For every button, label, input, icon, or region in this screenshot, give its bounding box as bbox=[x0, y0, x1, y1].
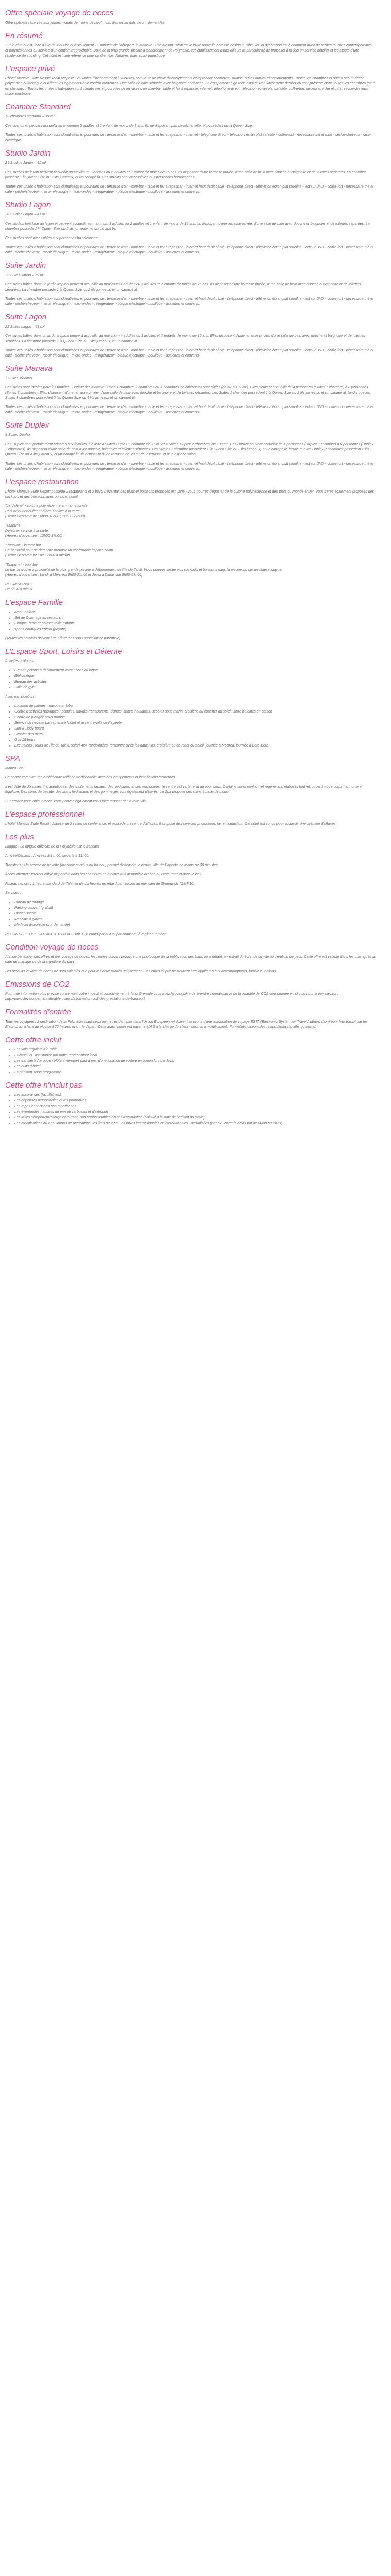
paragraph: ROOM SERVICE De 6h00 à minuit bbox=[5, 583, 34, 591]
paragraph: Toutes ces unités d'habitation sont climatisées et pourvues de : terrasse d'air - mini-bar - table et fer à repasser - internet haut débit câblé - téléphone direct - télévision écran plat satellite - lecteur DVD - coffre-fort - nécessaire thé et café - sèche-cheveux - rasoir électrique - micro-ondes - réfrigérateur - plaque électrique - bouilloire - assiettes et couverts. bbox=[5, 297, 374, 306]
section-heading: Suite Duplex bbox=[5, 421, 50, 430]
list-item: • Les taxes aéroport/surcharge carburant, non remboursables en cas d'annulation (calculé à la date de l'édition du devis) bbox=[14, 1115, 376, 1121]
section-heading: L'espace professionnel bbox=[5, 810, 84, 819]
list-item: • Machine à glaces bbox=[14, 917, 376, 922]
paragraph: Langue : La langue officielle de la Polynésie est le français bbox=[5, 845, 99, 849]
list-item: • Bureau de change bbox=[14, 900, 376, 905]
section-heading: Suite Lagon bbox=[5, 313, 47, 321]
list-item: • Golf 18 trous bbox=[14, 738, 376, 743]
paragraph: Les produits voyage de noces ne sont valables que pour les deux mariés uniquement. Ces offres et prix ne peuvent être appliqués aux accompagnants, famille et enfants. bbox=[5, 970, 278, 973]
section-heading: Studio Lagon bbox=[5, 200, 51, 209]
paragraph: 22 Suites Jardin – 59 m² bbox=[5, 274, 44, 277]
bullet-list bbox=[14, 704, 376, 749]
document-page bbox=[0, 0, 381, 1143]
section-l-espace-sport-loisirs-et-detente bbox=[5, 647, 376, 749]
list-item: • Excursions : tours de l'île de Tahiti, safari 4x4, randonnées, rencontre avec les dauphins, croisière au coucher du soleil, journée à Moorea, journée à Bora Bora. bbox=[14, 743, 376, 749]
paragraph: 7 Suites Manava bbox=[5, 377, 32, 380]
paragraph: Ces studios font face au lagon et peuvent accueillir au maximum 3 adultes ou 2 adultes et 1 enfant de moins de 15 ans. Ils disposent d'une terrasse privée, d'une salle de bain avec douche et baignoire et de toilettes séparées. La chambre possède 1 lit Queen Size ou 2 lits jumeaux, et un canapé lit. bbox=[5, 222, 370, 231]
list-item: • Les éventuelles hausses du prix du carburant et d'aéroport bbox=[14, 1110, 376, 1115]
paragraph: Fuseau horaire : 1 heure standard de Tahiti et de dix heures en retard par rapport au méridien de Greenwich (GMT-10). bbox=[5, 882, 196, 886]
paragraph: Toutes ces unités d'habitation sont climatisées et pourvues de : terrasse d'air - mini-bar - table et fer à repasser - internet - téléphone direct - télévision écran plat satellite - coffre-fort - nécessaire thé et café - sèche-cheveux - rasoir électrique. bbox=[5, 133, 372, 142]
list-item: • Les repas et boissons non mentionnés bbox=[14, 1104, 376, 1109]
list-item: • La pension selon programme bbox=[14, 1070, 376, 1075]
list-item: • Les vols réguliers Air Tahiti bbox=[14, 1047, 376, 1053]
paragraph: Ces suites bâties dans un jardin tropical peuvent accueillir au maximum 4 adultes ou 3 adultes et 2 enfants de moins de 15 ans. Elles disposent d'une terrasse privée, d'une salle de bain avec douche et baignoire et de toilettes séparées. La chambre possède 1 lit Queen Size ou 2 lits jumeaux, et un canapé lit. bbox=[5, 334, 365, 343]
section-suite-jardin bbox=[5, 261, 376, 307]
bullet-list bbox=[14, 1093, 376, 1126]
paragraph: Manea Spa bbox=[5, 767, 24, 770]
bullet-list bbox=[14, 1047, 376, 1075]
section-les-plus bbox=[5, 832, 376, 937]
list-item: • Surf & Body board bbox=[14, 726, 376, 732]
paragraph: "Punavai" - lounge bar Ce bar idéal pour se détendre propose un confortable espace salon. (Heures d'ouverture : de 17h00 à minuit) bbox=[5, 544, 115, 557]
paragraph: "Taapuna" Déjeuner service à la carte (Heures d'ouverture : 12h00-17h00) bbox=[5, 524, 63, 538]
list-item: • L'accueil et l'assistance par notre représentant local bbox=[14, 1053, 376, 1058]
section-heading: SPA bbox=[5, 754, 20, 763]
paragraph: 12 chambres standard – 30 m² bbox=[5, 115, 55, 118]
list-item: • Service de navette bateau entre l'hôtel et le centre-ville de Papeete bbox=[14, 721, 376, 726]
paragraph: Arrivée/Départs : Arrivées à 14h00, départs à 11h00. bbox=[5, 854, 90, 858]
section-chambre-standard bbox=[5, 102, 376, 143]
paragraph: 24 Studios Jardin – 41 m² bbox=[5, 161, 46, 165]
section-l-espace-professionnel bbox=[5, 809, 376, 827]
section-cette-offre-inclut bbox=[5, 1035, 376, 1075]
section-cette-offre-n-inclut-pas bbox=[5, 1080, 376, 1126]
paragraph: Afin de bénéficier des offres et prix voyage de noces, les mariés doivent produire une photocopie de la publication des bans ou à défaut, un extrait du livret de famille ou certificat de pacs. Cette offre est valable dans les trois après la date de mariage ou de la signature du pacs. bbox=[5, 955, 376, 964]
bullet-list bbox=[14, 668, 376, 690]
section-heading: Suite Manava bbox=[5, 364, 53, 373]
section-condition-voyage-de-noces bbox=[5, 942, 376, 974]
section-heading: Formalités d'entrée bbox=[5, 1008, 71, 1016]
paragraph: Sur la côte ouest, face à l'île de Maurice et à seulement 10 minutes de l'aéroport, le Manova Suite Resort Tahiti est le loulé nouvelle adresse design à Tahiti. Ici, la décoration est à l'honneur avec de petites touches contemporaines et polynésiennes au service d'un confort irréprochable. Doté de la plus grande piscine à débordement de Polynésie, cet établissement a pas ailleurs la particularité de proposer à la fois un service hôtelier et les atouts d'une résidence de standing. Cet hôtel est une référence pour sa clientèle d'affaires mais aussi touristique. bbox=[5, 44, 372, 58]
section-spa bbox=[5, 754, 376, 804]
list-item: • Bureau des activités bbox=[14, 680, 376, 685]
paragraph: Ce centre combine une architecture raffinée traditionnelle avec des équipements et installations modernes. bbox=[5, 776, 176, 779]
section-heading: Cette offre n'inclut pas bbox=[5, 1081, 82, 1090]
section-heading: L'Espace Sport, Loisirs et Détente bbox=[5, 647, 122, 656]
paragraph: L'hôtel Manava Suite Resort Tahiti propose 121 unités d'hébergement luxueuses, soit un vaste choix d'hébergements comprenant chambres, studios, suites duplex et appartements. Toutes les chambres et suites ont un décor polynésien authentique et offrent les agréments et le confort modernes. Une salle de bain séparée avec baignoire et douche, un équipement high-tech ainsi qu'une kitchenette dernier cri sont présents dans toutes les chambres (sauf en standard). Toutes les unités d'habitation sont climatisées et pourvues de terrasse d'un mini-bar, table et fer à repasser, internet, téléphone direct, télévision écran plat satellite, coffre-fort, nécessaire thé et café, sèche-cheveux, rasoir électrique. bbox=[5, 77, 375, 96]
section-heading: Chambre Standard bbox=[5, 103, 71, 111]
section-suite-duplex bbox=[5, 420, 376, 472]
list-item: • sports nautiques enfant (payant) bbox=[14, 627, 376, 632]
paragraph: Toutes ces unités d'habitation sont climatisées et pourvues de : terrasse d'air - mini-bar - table et fer à repasser - internet haut débit câblé - téléphone direct - télévision écran plat satellite - lecteur DVD - coffre-fort - nécessaire thé et café - sèche-cheveux - rasoir électrique - micro-ondes - réfrigérateur - plaque électrique - bouilloire - assiettes et couverts. bbox=[5, 405, 374, 414]
paragraph: Sur rendez-vous uniquement. Vous pouvez également vous faire masser dans votre villa. bbox=[5, 800, 148, 803]
paragraph: Toutes ces unités d'habitation sont climatisées et pourvues de : terrasse d'air - mini-bar - table et fer à repasser - internet haut débit câblé - téléphone direct - télévision écran plat satellite - lecteur DVD - coffre-fort - nécessaire thé et café - sèche-cheveux - rasoir électrique - micro-ondes - réfrigérateur - plaque électrique - bouilloire - assiettes et couverts. bbox=[5, 462, 374, 471]
paragraph: Ces studios sont accessibles aux personnes handicapées. bbox=[5, 236, 99, 240]
section-l-espace-famille bbox=[5, 598, 376, 641]
list-item: • Les dépenses personnelles et les pourboires bbox=[14, 1098, 376, 1104]
section-heading: Suite Jardin bbox=[5, 261, 46, 270]
paragraph: Tous les voyageurs à destination de la Polynésie (sauf ceux qui ne résident pas dans l'Union Européenne) doivent se munir d'une autorisation de voyage ESTA (Electronic System for Travel Authorization) pour leur transit par les Etats-Unis, à faire au plus tard 72 heures avant le départ. Cette autorisation est payante (14 $ à la charge du client - soumis à modification). Formalités disponibles : https://esta.cbp.dhs.gov/esta/ bbox=[5, 1020, 368, 1029]
paragraph: Toutes ces unités d'habitation sont climatisées et pourvues de : terrasse d'air - mini-bar - table et fer à repasser - internet haut débit câblé - téléphone direct - télévision écran plat satellite - lecteur DVD - coffre-fort - nécessaire thé et café - sèche-cheveux - rasoir électrique - micro-ondes - réfrigérateur - plaque électrique - bouilloire - assiettes et couverts. bbox=[5, 246, 374, 255]
section-studio-jardin bbox=[5, 148, 376, 195]
paragraph: Pour une information plus précise concernant votre impact et conformément à la loi Grenelle vous avez la possibilité de prendre connaissance de la quantité de CO2 consommée en cliquant sur le lien suivant : http://www.developpement-durable.gouv.fr/information-co2-des-prestations-de-transport bbox=[5, 992, 338, 1001]
paragraph: L'hôtel Manava Suite Resort dispose de 2 salles de conférence, et possède un centre d'affaires. Il propose des services photocopie, fax et traduction. Cet hôtel est conçu pour accueillir une clientèle d'affaires. bbox=[5, 822, 337, 826]
paragraph: 28 Studios Lagon – 41 m² bbox=[5, 213, 47, 216]
section-emissions-de-co2 bbox=[5, 979, 376, 1002]
section-en-resume bbox=[5, 31, 376, 59]
list-item: • Salle de gym bbox=[14, 685, 376, 690]
paragraph: Accès internet : Internet câblé disponible dans les chambres et Internet wi-fi disponible au bar, au restaurant et dans le hall. bbox=[5, 873, 202, 876]
paragraph: Transferts : Un service de navette (au choix minibus ou bateau) permet d'atteindre le centre-ville de Papeete en moins de 30 minutes. bbox=[5, 863, 219, 867]
section-heading: L'espace Famille bbox=[5, 598, 63, 607]
paragraph: L'hôtel Manava Suite Resort possède 2 restaurants et 2 bars. L'éventail des plats et boissons proposés est varié - vous pourrez déguster de la cuisine polynésienne et des plats du monde entier. Vous serez également proposés des cocktails et des boissons avec ou sans alcool. bbox=[5, 490, 374, 499]
list-item: • Bibliothèque bbox=[14, 674, 376, 679]
list-item: • Les modifications ou annulations de prestations, les frais de visa. Les taxes internationales et internationales - actualisées (par ex : entre le devis par de Milan ou Paris) bbox=[14, 1121, 376, 1126]
section-heading: Offre spéciale voyage de noces bbox=[5, 9, 114, 18]
paragraph: Toutes ces unités d'habitation sont climatisées et pourvues de : terrasse d'air - mini-bar - table et fer à repasser - internet haut débit câblé - téléphone direct - télévision écran plat satellite - lecteur DVD - coffre-fort - nécessaire thé et café - sèche-cheveux - rasoir électrique - micro-ondes - réfrigérateur - plaque électrique - bouilloire - assiettes et couverts. bbox=[5, 185, 374, 194]
section-heading: Les plus bbox=[5, 833, 34, 841]
paragraph: Offre spéciale réservée aux jeunes mariés de moins de neuf mois, des justificatifs seront demandés. bbox=[5, 21, 166, 25]
list-item: • Set de Coloriage au restaurant bbox=[14, 616, 376, 621]
list-item: • Centre d'activités nautiques : paddles, kayaks transparents, donuts, sports nautiques, scooter sous marin, croisière au coucher du soleil, sorte baleines en saison bbox=[14, 709, 376, 715]
list-item: • Parking couvert (gratuit) bbox=[14, 906, 376, 911]
section-heading: En résumé bbox=[5, 31, 43, 40]
section-heading: L'espace restauration bbox=[5, 478, 79, 486]
section-heading: Studio Jardin bbox=[5, 149, 51, 158]
paragraph: Toutes ces unités d'habitation sont climatisées et pourvues de : terrasse d'air - mini-bar - table et fer à repasser - internet haut débit câblé - téléphone direct - télévision écran plat satellite - lecteur DVD - coffre-fort - nécessaire thé et café - sèche-cheveux - rasoir électrique - micro-ondes - réfrigérateur - plaque électrique - bouilloire - assiettes et couverts. bbox=[5, 349, 374, 358]
paragraph: 8 Suites Duplex bbox=[5, 433, 31, 437]
paragraph: Il est doté de dix salles thérapeutiques, des traitements faciaux, des pédicures et des manucures, le centre est verte rend au pour deux. Certains soins purifiant et régénérant, élaborés font retrouver à votre corps harmonie et équilibre. Des soins de beauté, des soins hydratants et des gommages sont également délivrés. Le Spa propose des soins à base de monoï. bbox=[5, 785, 363, 794]
list-item: • Les assurances (facultatives) bbox=[14, 1093, 376, 1098]
section-suite-manava bbox=[5, 364, 376, 415]
paragraph: Ces suites sont idéales pour les familles. Il existe des Manava Suites 1 chambre, 2 chambres ou 3 chambres de différentes superficies (de 67 à 107 m²). Elles peuvent accueillir de 4 personnes (Suites 1 chambre) à 8 personnes (Suites 3 chambres). Elles disposent d'une terrasse privée, d'une salle de bain avec douche et baignoire et de toilettes séparées. Les Suites 1 chambre possèdent 1 lit Queen Size ou 2 lits jumeaux, et un canapé lit, tandis que les Suites 3 chambres possèdent 2 lits Queen Size ou 4 lits jumeaux et un canapé lit. bbox=[5, 386, 370, 400]
list-item: • Grande piscine à débordement avec accès au lagon bbox=[14, 668, 376, 673]
list-item: • Scooter des mers bbox=[14, 732, 376, 737]
section-studio-lagon bbox=[5, 200, 376, 256]
section-heading: Cette offre inclut bbox=[5, 1036, 62, 1044]
paragraph: Ces Duplex sont parfaitement adaptés aux familles. Il existe 4 Suites Duplex 1 chambre de 77 m² et 4 Suites Duplex 2 chambres de 139 m². Ces Duplex peuvent accueillir de 4 personnes (Duplex 1 chambre) à 6 personnes (Duplex 2 chambres). Ils disposent d'une salle de bain avec douche, baignoire et toilettes séparées. Les Duplex 1 chambre possèdent 1 lit Queen Size ou 2 lits jumeaux, et un canapé lit, tandis que les Duplex 2 chambres possèdent 2 lits Queen Size ou 4 lits jumeaux, et un canapé lit. Ils disposent d'une terrasse de 20 m² de 2 terrasse et d'un espace salon. bbox=[5, 443, 373, 456]
bullet-list bbox=[14, 610, 376, 632]
paragraph: Ces studios de jardin peuvent accueillir au maximum 3 adultes ou 2 adultes et 1 enfant de moins de 15 ans. Ils disposent d'une terrasse privée, d'une salle de bain avec douche et baignoire et de toilettes séparées. La chambre possède 1 lit Queen Size ou 2 lits jumeaux, et un canapé lit. Ces studios sont accessibles aux personnes handicapées. bbox=[5, 171, 366, 179]
section-formalites-d-entree bbox=[5, 1007, 376, 1030]
section-heading: Condition voyage de noces bbox=[5, 943, 99, 952]
paragraph: 21 Suites Lagon – 59 m² bbox=[5, 325, 45, 329]
list-item: • Menu enfant bbox=[14, 610, 376, 615]
section-suite-lagon bbox=[5, 312, 376, 359]
section-heading: L'espace privé bbox=[5, 64, 55, 73]
paragraph: (Toutes les activités doivent être effectuées sous surveillance parentale) bbox=[5, 637, 121, 640]
paragraph: Avec participation : bbox=[5, 695, 36, 699]
paragraph: Services : bbox=[5, 891, 21, 895]
paragraph: RESORT FEE OBLIGATOIRE = 1500 XPF soit 12,6 euros par nuit et par chambre, à régler sur place. bbox=[5, 933, 168, 936]
section-offre-speciale-voyage-de-noces bbox=[5, 8, 376, 26]
section-l-espace-restauration bbox=[5, 477, 376, 592]
list-item: • Médecin disponible (sur demande) bbox=[14, 923, 376, 928]
paragraph: Activités gratuites : bbox=[5, 659, 36, 663]
paragraph: "Taapuna" - pool bar Le bar se trouve à proximité de la plus grande piscine à débordement de l'île de Tahiti. Vous pourrez siroter vos cocktails et boissons dans la piscine ou sur un chaise longue. (Heures d'ouverture : Lundi à Mercredi 9h00-21h00 et Jeudi à Dimanche 9h00-23h00) bbox=[5, 563, 283, 577]
bullet-list bbox=[14, 900, 376, 928]
paragraph: Ces suites bâties dans un jardin tropical peuvent accueillir au maximum 4 adultes ou 3 adultes et 2 enfants de moins de 15 ans. Ils disposent d'une terrasse privée, d'une salle de bain avec douche et baignoire et de toilettes séparées. La chambre possède 1 lit Queen Size ou 2 lits jumeaux, et un canapé lit. bbox=[5, 283, 361, 292]
section-l-espace-prive bbox=[5, 64, 376, 97]
list-item: • Les transferts Aéroport / Hôtel / Aéroport sauf à prix d'une location de voiture en option lors du devis bbox=[14, 1059, 376, 1064]
list-item: • Location de palmes, masque et tuba bbox=[14, 704, 376, 709]
section-heading: Emissions de CO2 bbox=[5, 980, 70, 989]
list-item: • Les nuits d'hôtel bbox=[14, 1064, 376, 1070]
list-item: • Blanchisserie bbox=[14, 911, 376, 917]
list-item: • Centre de plongée sous-marine bbox=[14, 715, 376, 720]
list-item: • Pirogue, table et palmes taille enfants bbox=[14, 621, 376, 626]
paragraph: "Le Vahiné" - cuisine polynésienne et internationale Petit déjeuner buffet et dîner, service à la carte (Heures d'ouverture : 6h00-10h00 ; 18h30-22h00) bbox=[5, 504, 88, 518]
paragraph: Ces chambres peuvent accueillir au maximum 2 adultes et 1 enfant de moins de 3 ans. Ils ne disposent pas de kitchenette, et possèdent un lit Queen Size. bbox=[5, 124, 253, 128]
